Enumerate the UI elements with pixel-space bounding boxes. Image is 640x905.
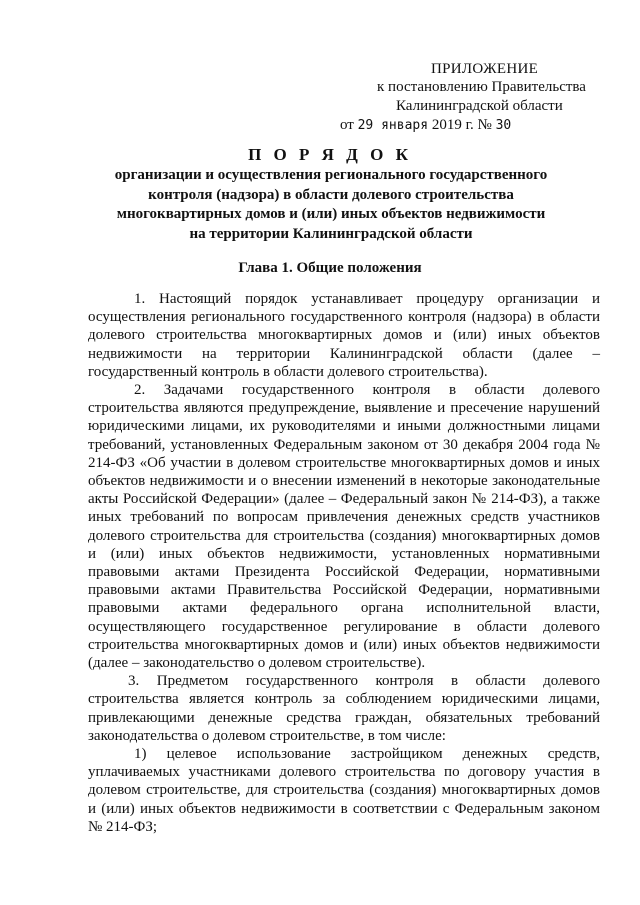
year-number-label: 2019 г. № [431, 117, 492, 133]
appendix-line-resolution: к постановлению Правительства [377, 79, 586, 95]
document-subtitle: организации и осуществления регионального государственного контроля (надзора) в области долевого строительства многоквартирных домов и (или) иных объектов недвижимости на территории Калининградской области [114, 167, 548, 242]
paragraph-3: 3. Предметом государственного контроля в области долевого строительства является контроль за соблюдением юридическими лицами, привлекающими денежные средства граждан, обязательных требований законодательства о долевом строительстве, в том числе: [88, 673, 600, 744]
date-prefix: от [340, 117, 354, 133]
appendix-date-line [340, 116, 511, 135]
number-handwritten: 30 [495, 118, 512, 133]
document-title: П О Р Я Д О К [248, 145, 412, 164]
date-handwritten: 29 января [357, 118, 429, 133]
paragraph-1: 1. Настоящий порядок устанавливает процедуру организации и осуществления регионального государственного контроля (надзора) в области долевого строительства многоквартирных домов и (или) иных объектов недвижимости на территории Калининградской области (далее – государственный контроль в области долевого строительства). [88, 291, 600, 380]
document-body [88, 290, 600, 836]
chapter-heading: Глава 1. Общие положения [238, 260, 422, 276]
paragraph-3-item-1: 1) целевое использование застройщиком денежных средств, уплачиваемых участниками долевого строительства по договору участия в долевом строительстве, для строительства (создания) многоквартирных домов и (или) иных объектов недвижимости в соответствии с Федеральным законом № 214-ФЗ; [88, 746, 600, 835]
appendix-title: ПРИЛОЖЕНИЕ [431, 61, 539, 77]
paragraph-2: 2. Задачами государственного контроля в области долевого строительства являются предупреждение, выявление и пресечение нарушений юридическими лицами, их руководителями и иными должностными лицами требований, установленных Федеральным законом от 30 декабря 2004 года № 214-ФЗ «Об участии в долевом строительстве многоквартирных домов и иных объектов недвижимости и о внесении изменений в некоторые законодательные акты Российской Федерации» (далее – Федеральный закон № 214-ФЗ), а также иных требований по вопросам привлечения денежных средств участников долевого строительства для строительства (создания) многоквартирных домов и (или) иных объектов недвижимости, установленных нормативными правовыми актами Президента Российской Федерации, нормативными правовыми актами Правительства Российской Федерации, нормативными правовыми актами федерального органа исполнительной власти, осуществляющего государственное регулирование в области долевого строительства многоквартирных домов и (или) иных объектов недвижимости (далее – законодательство о долевом строительстве). [88, 382, 600, 672]
appendix-line-region: Калининградской области [396, 98, 563, 114]
